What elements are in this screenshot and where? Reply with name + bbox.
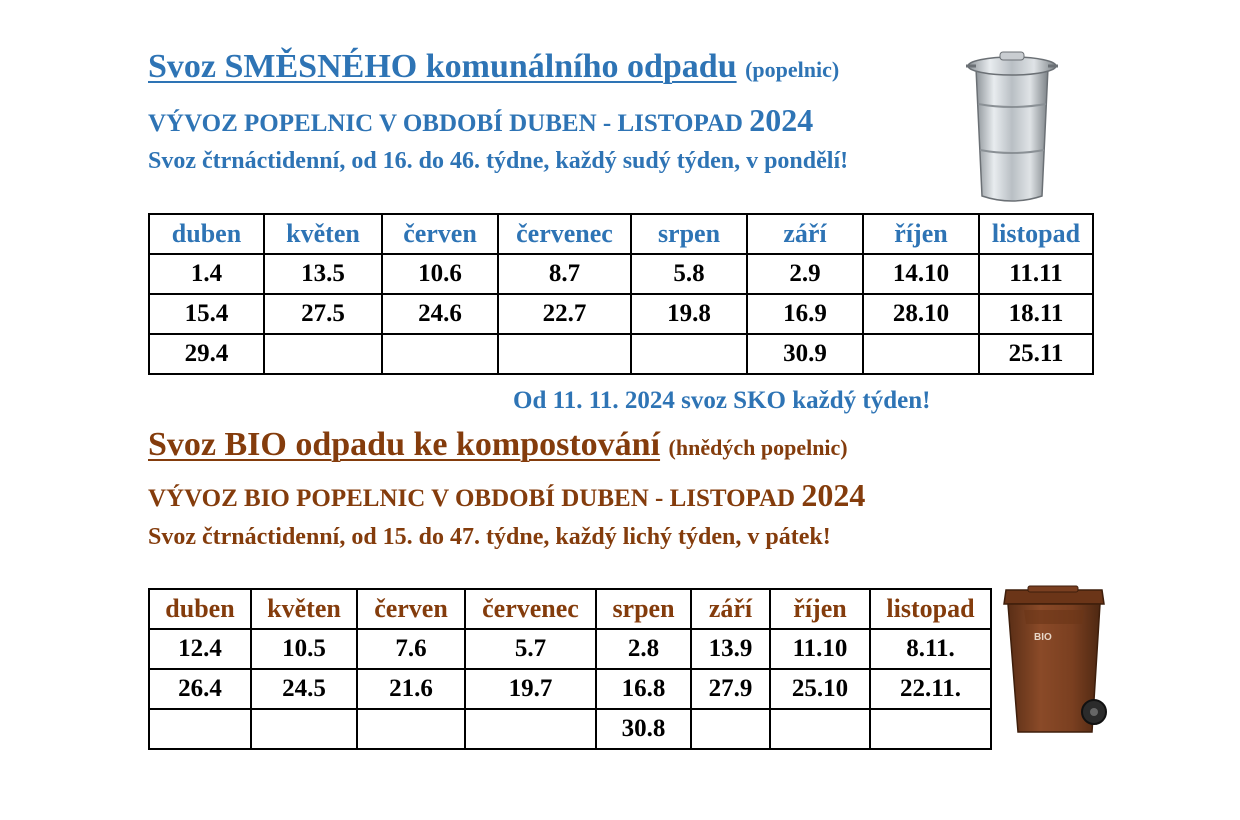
bio-header-cell: září bbox=[691, 589, 770, 629]
bio-header-cell: červen bbox=[357, 589, 465, 629]
sko-table-header-row bbox=[149, 214, 1093, 254]
sko-date-cell: 2.9 bbox=[747, 254, 863, 294]
bio-date-cell bbox=[251, 709, 357, 749]
bio-year: 2024 bbox=[801, 477, 866, 513]
sko-table-row bbox=[149, 294, 1093, 334]
bio-date-cell: 19.7 bbox=[465, 669, 596, 709]
sko-date-cell bbox=[264, 334, 382, 374]
bio-date-cell: 13.9 bbox=[691, 629, 770, 669]
bio-header-cell: listopad bbox=[870, 589, 991, 629]
bio-date-cell: 8.11. bbox=[870, 629, 991, 669]
sko-date-cell: 24.6 bbox=[382, 294, 498, 334]
bio-date-cell bbox=[870, 709, 991, 749]
sko-date-cell: 18.11 bbox=[979, 294, 1093, 334]
bio-header-cell: červenec bbox=[465, 589, 596, 629]
bio-title-main: Svoz BIO odpadu ke kompostování bbox=[148, 426, 661, 463]
sko-date-cell: 16.9 bbox=[747, 294, 863, 334]
sko-title bbox=[148, 48, 839, 86]
sko-date-cell: 14.10 bbox=[863, 254, 979, 294]
sko-table-row bbox=[149, 254, 1093, 294]
sko-header-cell: duben bbox=[149, 214, 264, 254]
sko-schedule-text: Svoz čtrnáctidenní, od 16. do 46. týdne, každý sudý týden, v pondělí! bbox=[148, 148, 849, 174]
bio-date-cell: 25.10 bbox=[770, 669, 870, 709]
bio-date-cell: 10.5 bbox=[251, 629, 357, 669]
sko-header-cell: květen bbox=[264, 214, 382, 254]
bio-date-cell bbox=[357, 709, 465, 749]
sko-header-cell: červenec bbox=[498, 214, 631, 254]
sko-date-cell: 29.4 bbox=[149, 334, 264, 374]
sko-date-cell: 13.5 bbox=[264, 254, 382, 294]
bio-header-cell: říjen bbox=[770, 589, 870, 629]
bio-period bbox=[148, 477, 865, 514]
bio-date-cell: 12.4 bbox=[149, 629, 251, 669]
sko-date-cell: 5.8 bbox=[631, 254, 747, 294]
bio-table-row bbox=[149, 669, 991, 709]
sko-header-cell: září bbox=[747, 214, 863, 254]
bio-date-cell: 26.4 bbox=[149, 669, 251, 709]
bio-schedule-text: Svoz čtrnáctidenní, od 15. do 47. týdne, každý lichý týden, v pátek! bbox=[148, 524, 831, 550]
bio-header-cell: květen bbox=[251, 589, 357, 629]
sko-header-cell: listopad bbox=[979, 214, 1093, 254]
sko-period bbox=[148, 102, 813, 139]
sko-date-cell: 30.9 bbox=[747, 334, 863, 374]
bio-date-cell: 30.8 bbox=[596, 709, 691, 749]
sko-date-cell bbox=[631, 334, 747, 374]
bio-title-note: (hnědých popelnic) bbox=[668, 435, 848, 460]
bio-date-cell: 21.6 bbox=[357, 669, 465, 709]
sko-date-cell: 28.10 bbox=[863, 294, 979, 334]
bio-bin-label: BIO bbox=[1034, 632, 1052, 643]
sko-date-cell: 11.11 bbox=[979, 254, 1093, 294]
bio-date-cell: 5.7 bbox=[465, 629, 596, 669]
sko-title-main: Svoz SMĚSNÉHO komunálního odpadu bbox=[148, 48, 737, 85]
bio-date-cell bbox=[465, 709, 596, 749]
sko-period-text: VÝVOZ POPELNIC V OBDOBÍ DUBEN - LISTOPAD bbox=[148, 110, 743, 137]
sko-header-cell: srpen bbox=[631, 214, 747, 254]
sko-title-note: (popelnic) bbox=[745, 57, 840, 82]
bio-date-cell: 24.5 bbox=[251, 669, 357, 709]
sko-date-cell bbox=[498, 334, 631, 374]
sko-date-cell: 15.4 bbox=[149, 294, 264, 334]
bio-header-cell: duben bbox=[149, 589, 251, 629]
sko-date-cell: 25.11 bbox=[979, 334, 1093, 374]
bio-table-row bbox=[149, 709, 991, 749]
bio-date-cell: 27.9 bbox=[691, 669, 770, 709]
sko-schedule-table bbox=[148, 213, 1094, 375]
sko-date-cell: 22.7 bbox=[498, 294, 631, 334]
bio-date-cell: 2.8 bbox=[596, 629, 691, 669]
bio-title bbox=[148, 426, 848, 464]
sko-table-row bbox=[149, 334, 1093, 374]
sko-date-cell bbox=[382, 334, 498, 374]
sko-date-cell: 10.6 bbox=[382, 254, 498, 294]
sko-header-cell: červen bbox=[382, 214, 498, 254]
bio-date-cell bbox=[770, 709, 870, 749]
sko-footnote: Od 11. 11. 2024 svoz SKO každý týden! bbox=[513, 387, 931, 414]
sko-date-cell: 8.7 bbox=[498, 254, 631, 294]
bio-date-cell bbox=[691, 709, 770, 749]
bio-table-row bbox=[149, 629, 991, 669]
bio-date-cell bbox=[149, 709, 251, 749]
bio-header-cell: srpen bbox=[596, 589, 691, 629]
bio-schedule-table bbox=[148, 588, 992, 750]
sko-year: 2024 bbox=[749, 102, 814, 138]
bio-period-text: VÝVOZ BIO POPELNIC V OBDOBÍ DUBEN - LISTOPAD bbox=[148, 485, 796, 512]
bio-date-cell: 22.11. bbox=[870, 669, 991, 709]
brown-wheelie-bin-icon bbox=[998, 584, 1110, 740]
sko-header-cell: říjen bbox=[863, 214, 979, 254]
sko-date-cell: 19.8 bbox=[631, 294, 747, 334]
sko-date-cell bbox=[863, 334, 979, 374]
bio-date-cell: 7.6 bbox=[357, 629, 465, 669]
bio-date-cell: 11.10 bbox=[770, 629, 870, 669]
bio-date-cell: 16.8 bbox=[596, 669, 691, 709]
sko-date-cell: 27.5 bbox=[264, 294, 382, 334]
metal-trash-can-icon bbox=[962, 46, 1062, 206]
sko-date-cell: 1.4 bbox=[149, 254, 264, 294]
bio-table-header-row bbox=[149, 589, 991, 629]
